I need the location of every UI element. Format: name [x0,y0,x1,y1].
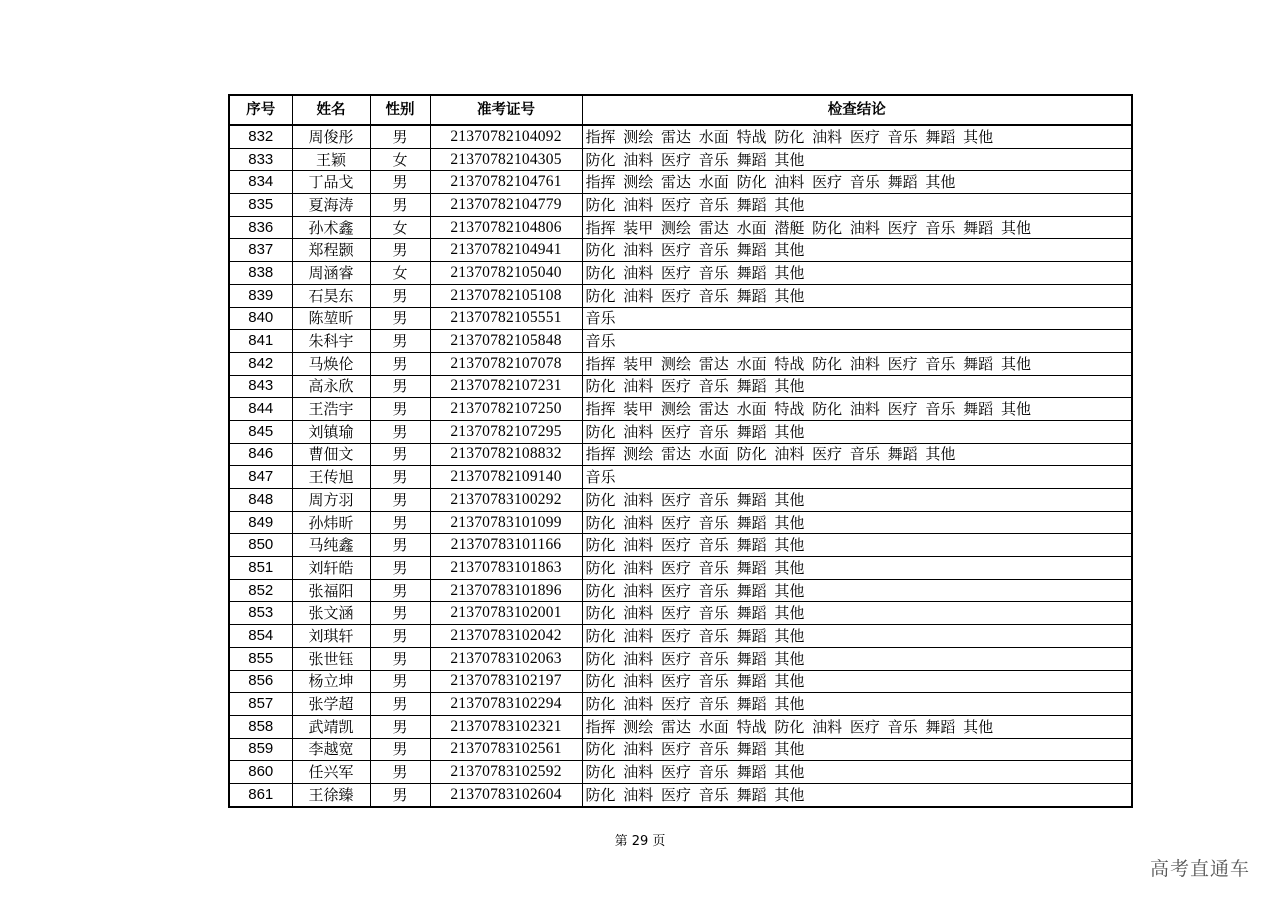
cell-result: 防化 油料 医疗 音乐 舞蹈 其他 [582,194,1132,217]
cell-seq: 851 [229,557,292,580]
cell-gender: 男 [370,557,430,580]
cell-result: 指挥 装甲 测绘 雷达 水面 特战 防化 油料 医疗 音乐 舞蹈 其他 [582,352,1132,375]
cell-ticket-number: 21370782105848 [430,330,582,353]
cell-gender: 男 [370,761,430,784]
cell-gender: 男 [370,420,430,443]
cell-name: 刘琪轩 [292,625,370,648]
table-row [229,239,1132,262]
cell-seq: 836 [229,216,292,239]
cell-result: 防化 油料 医疗 音乐 舞蹈 其他 [582,693,1132,716]
cell-seq: 854 [229,625,292,648]
cell-name: 王传旭 [292,466,370,489]
cell-gender: 男 [370,352,430,375]
table-row [229,216,1132,239]
cell-result: 防化 油料 医疗 音乐 舞蹈 其他 [582,375,1132,398]
header-ticket-number: 准考证号 [430,95,582,125]
cell-result: 指挥 装甲 测绘 雷达 水面 特战 防化 油料 医疗 音乐 舞蹈 其他 [582,398,1132,421]
cell-name: 陈堃昕 [292,307,370,330]
cell-result: 指挥 装甲 测绘 雷达 水面 潜艇 防化 油料 医疗 音乐 舞蹈 其他 [582,216,1132,239]
cell-result: 防化 油料 医疗 音乐 舞蹈 其他 [582,557,1132,580]
cell-result: 防化 油料 医疗 音乐 舞蹈 其他 [582,738,1132,761]
cell-name: 马纯鑫 [292,534,370,557]
cell-name: 周方羽 [292,489,370,512]
cell-ticket-number: 21370782108832 [430,443,582,466]
cell-name: 刘镇瑜 [292,420,370,443]
cell-result: 防化 油料 医疗 音乐 舞蹈 其他 [582,284,1132,307]
table-row [229,352,1132,375]
table-header [229,95,1132,125]
table-row [229,625,1132,648]
cell-gender: 男 [370,194,430,217]
cell-seq: 834 [229,171,292,194]
table-row [229,125,1132,148]
cell-ticket-number: 21370783102294 [430,693,582,716]
cell-result: 音乐 [582,330,1132,353]
cell-name: 朱科宇 [292,330,370,353]
cell-ticket-number: 21370783102197 [430,670,582,693]
cell-gender: 女 [370,262,430,285]
cell-ticket-number: 21370783101166 [430,534,582,557]
cell-result: 防化 油料 医疗 音乐 舞蹈 其他 [582,534,1132,557]
cell-ticket-number: 21370783102561 [430,738,582,761]
cell-name: 郑程颢 [292,239,370,262]
cell-ticket-number: 21370783102592 [430,761,582,784]
cell-result: 音乐 [582,466,1132,489]
cell-seq: 838 [229,262,292,285]
cell-name: 武靖凯 [292,715,370,738]
header-result: 检查结论 [582,95,1132,125]
cell-gender: 男 [370,625,430,648]
cell-gender: 男 [370,579,430,602]
cell-seq: 853 [229,602,292,625]
cell-ticket-number: 21370782104941 [430,239,582,262]
cell-name: 刘轩皓 [292,557,370,580]
cell-gender: 男 [370,171,430,194]
cell-name: 孙炜昕 [292,511,370,534]
cell-seq: 859 [229,738,292,761]
cell-result: 防化 油料 医疗 音乐 舞蹈 其他 [582,420,1132,443]
cell-gender: 男 [370,443,430,466]
table-row [229,398,1132,421]
cell-gender: 男 [370,375,430,398]
cell-name: 王颖 [292,148,370,171]
cell-gender: 男 [370,284,430,307]
table-row [229,284,1132,307]
cell-ticket-number: 21370782104761 [430,171,582,194]
cell-seq: 861 [229,783,292,806]
cell-gender: 男 [370,307,430,330]
cell-result: 防化 油料 医疗 音乐 舞蹈 其他 [582,239,1132,262]
table-body [229,125,1132,807]
cell-result: 防化 油料 医疗 音乐 舞蹈 其他 [582,783,1132,806]
cell-seq: 842 [229,352,292,375]
table-row [229,194,1132,217]
cell-name: 高永欣 [292,375,370,398]
cell-ticket-number: 21370782104092 [430,125,582,148]
cell-seq: 832 [229,125,292,148]
cell-seq: 837 [229,239,292,262]
cell-gender: 男 [370,398,430,421]
cell-seq: 845 [229,420,292,443]
cell-gender: 男 [370,602,430,625]
cell-gender: 女 [370,216,430,239]
table-row [229,715,1132,738]
cell-name: 马焕伦 [292,352,370,375]
cell-result: 指挥 测绘 雷达 水面 特战 防化 油料 医疗 音乐 舞蹈 其他 [582,715,1132,738]
cell-name: 曹佃文 [292,443,370,466]
cell-seq: 840 [229,307,292,330]
cell-gender: 男 [370,783,430,806]
cell-ticket-number: 21370783100292 [430,489,582,512]
cell-name: 张文涵 [292,602,370,625]
cell-seq: 833 [229,148,292,171]
cell-gender: 男 [370,239,430,262]
cell-result: 防化 油料 医疗 音乐 舞蹈 其他 [582,647,1132,670]
page-number: 第 29 页 [614,834,666,849]
cell-result: 指挥 测绘 雷达 水面 防化 油料 医疗 音乐 舞蹈 其他 [582,443,1132,466]
cell-name: 周涵睿 [292,262,370,285]
cell-ticket-number: 21370783102001 [430,602,582,625]
cell-gender: 男 [370,670,430,693]
cell-result: 防化 油料 医疗 音乐 舞蹈 其他 [582,761,1132,784]
cell-ticket-number: 21370783101099 [430,511,582,534]
table-row [229,375,1132,398]
cell-seq: 847 [229,466,292,489]
cell-name: 张世钰 [292,647,370,670]
cell-seq: 858 [229,715,292,738]
cell-name: 王徐臻 [292,783,370,806]
cell-ticket-number: 21370782105551 [430,307,582,330]
table-row [229,647,1132,670]
cell-seq: 852 [229,579,292,602]
cell-result: 防化 油料 医疗 音乐 舞蹈 其他 [582,602,1132,625]
cell-result: 防化 油料 医疗 音乐 舞蹈 其他 [582,148,1132,171]
table-row [229,443,1132,466]
cell-result: 防化 油料 医疗 音乐 舞蹈 其他 [582,489,1132,512]
cell-seq: 846 [229,443,292,466]
cell-gender: 男 [370,125,430,148]
cell-ticket-number: 21370782107231 [430,375,582,398]
cell-gender: 男 [370,511,430,534]
cell-ticket-number: 21370782109140 [430,466,582,489]
cell-ticket-number: 21370782105108 [430,284,582,307]
cell-seq: 856 [229,670,292,693]
cell-result: 防化 油料 医疗 音乐 舞蹈 其他 [582,670,1132,693]
header-row [229,95,1132,125]
cell-ticket-number: 21370782107295 [430,420,582,443]
cell-ticket-number: 21370782104779 [430,194,582,217]
cell-name: 李越宽 [292,738,370,761]
table-row [229,783,1132,806]
cell-gender: 男 [370,466,430,489]
cell-result: 音乐 [582,307,1132,330]
table-row [229,738,1132,761]
cell-gender: 男 [370,534,430,557]
cell-ticket-number: 21370783101863 [430,557,582,580]
cell-name: 石昊东 [292,284,370,307]
cell-seq: 844 [229,398,292,421]
table-row [229,579,1132,602]
cell-ticket-number: 21370782107078 [430,352,582,375]
cell-ticket-number: 21370782105040 [430,262,582,285]
cell-gender: 男 [370,330,430,353]
cell-result: 防化 油料 医疗 音乐 舞蹈 其他 [582,511,1132,534]
table-row [229,466,1132,489]
cell-name: 周俊彤 [292,125,370,148]
cell-name: 王浩宇 [292,398,370,421]
cell-seq: 841 [229,330,292,353]
header-name: 姓名 [292,95,370,125]
header-seq: 序号 [229,95,292,125]
header-gender: 性别 [370,95,430,125]
cell-seq: 848 [229,489,292,512]
cell-gender: 男 [370,693,430,716]
results-table [228,94,1133,808]
cell-seq: 860 [229,761,292,784]
cell-ticket-number: 21370783102321 [430,715,582,738]
cell-ticket-number: 21370783101896 [430,579,582,602]
cell-name: 孙术鑫 [292,216,370,239]
table-row [229,330,1132,353]
table-row [229,557,1132,580]
table-row [229,511,1132,534]
cell-ticket-number: 21370783102063 [430,647,582,670]
cell-name: 夏海涛 [292,194,370,217]
cell-gender: 女 [370,148,430,171]
cell-result: 指挥 测绘 雷达 水面 防化 油料 医疗 音乐 舞蹈 其他 [582,171,1132,194]
table-row [229,148,1132,171]
cell-seq: 839 [229,284,292,307]
cell-gender: 男 [370,647,430,670]
cell-seq: 835 [229,194,292,217]
cell-name: 丁品戈 [292,171,370,194]
cell-result: 防化 油料 医疗 音乐 舞蹈 其他 [582,579,1132,602]
watermark-text: 高考直通车 [1149,858,1250,880]
table-row [229,670,1132,693]
cell-ticket-number: 21370783102042 [430,625,582,648]
cell-name: 张学超 [292,693,370,716]
cell-seq: 857 [229,693,292,716]
cell-ticket-number: 21370782107250 [430,398,582,421]
cell-ticket-number: 21370783102604 [430,783,582,806]
table-row [229,534,1132,557]
table-row [229,693,1132,716]
table-row [229,307,1132,330]
table-row [229,262,1132,285]
table-row [229,420,1132,443]
cell-ticket-number: 21370782104305 [430,148,582,171]
cell-gender: 男 [370,489,430,512]
cell-ticket-number: 21370782104806 [430,216,582,239]
cell-name: 任兴军 [292,761,370,784]
table-row [229,602,1132,625]
table-row [229,171,1132,194]
cell-result: 指挥 测绘 雷达 水面 特战 防化 油料 医疗 音乐 舞蹈 其他 [582,125,1132,148]
cell-result: 防化 油料 医疗 音乐 舞蹈 其他 [582,262,1132,285]
cell-gender: 男 [370,738,430,761]
cell-name: 张福阳 [292,579,370,602]
cell-result: 防化 油料 医疗 音乐 舞蹈 其他 [582,625,1132,648]
cell-seq: 855 [229,647,292,670]
cell-name: 杨立坤 [292,670,370,693]
table-row [229,489,1132,512]
cell-seq: 849 [229,511,292,534]
table-row [229,761,1132,784]
cell-gender: 男 [370,715,430,738]
cell-seq: 843 [229,375,292,398]
cell-seq: 850 [229,534,292,557]
